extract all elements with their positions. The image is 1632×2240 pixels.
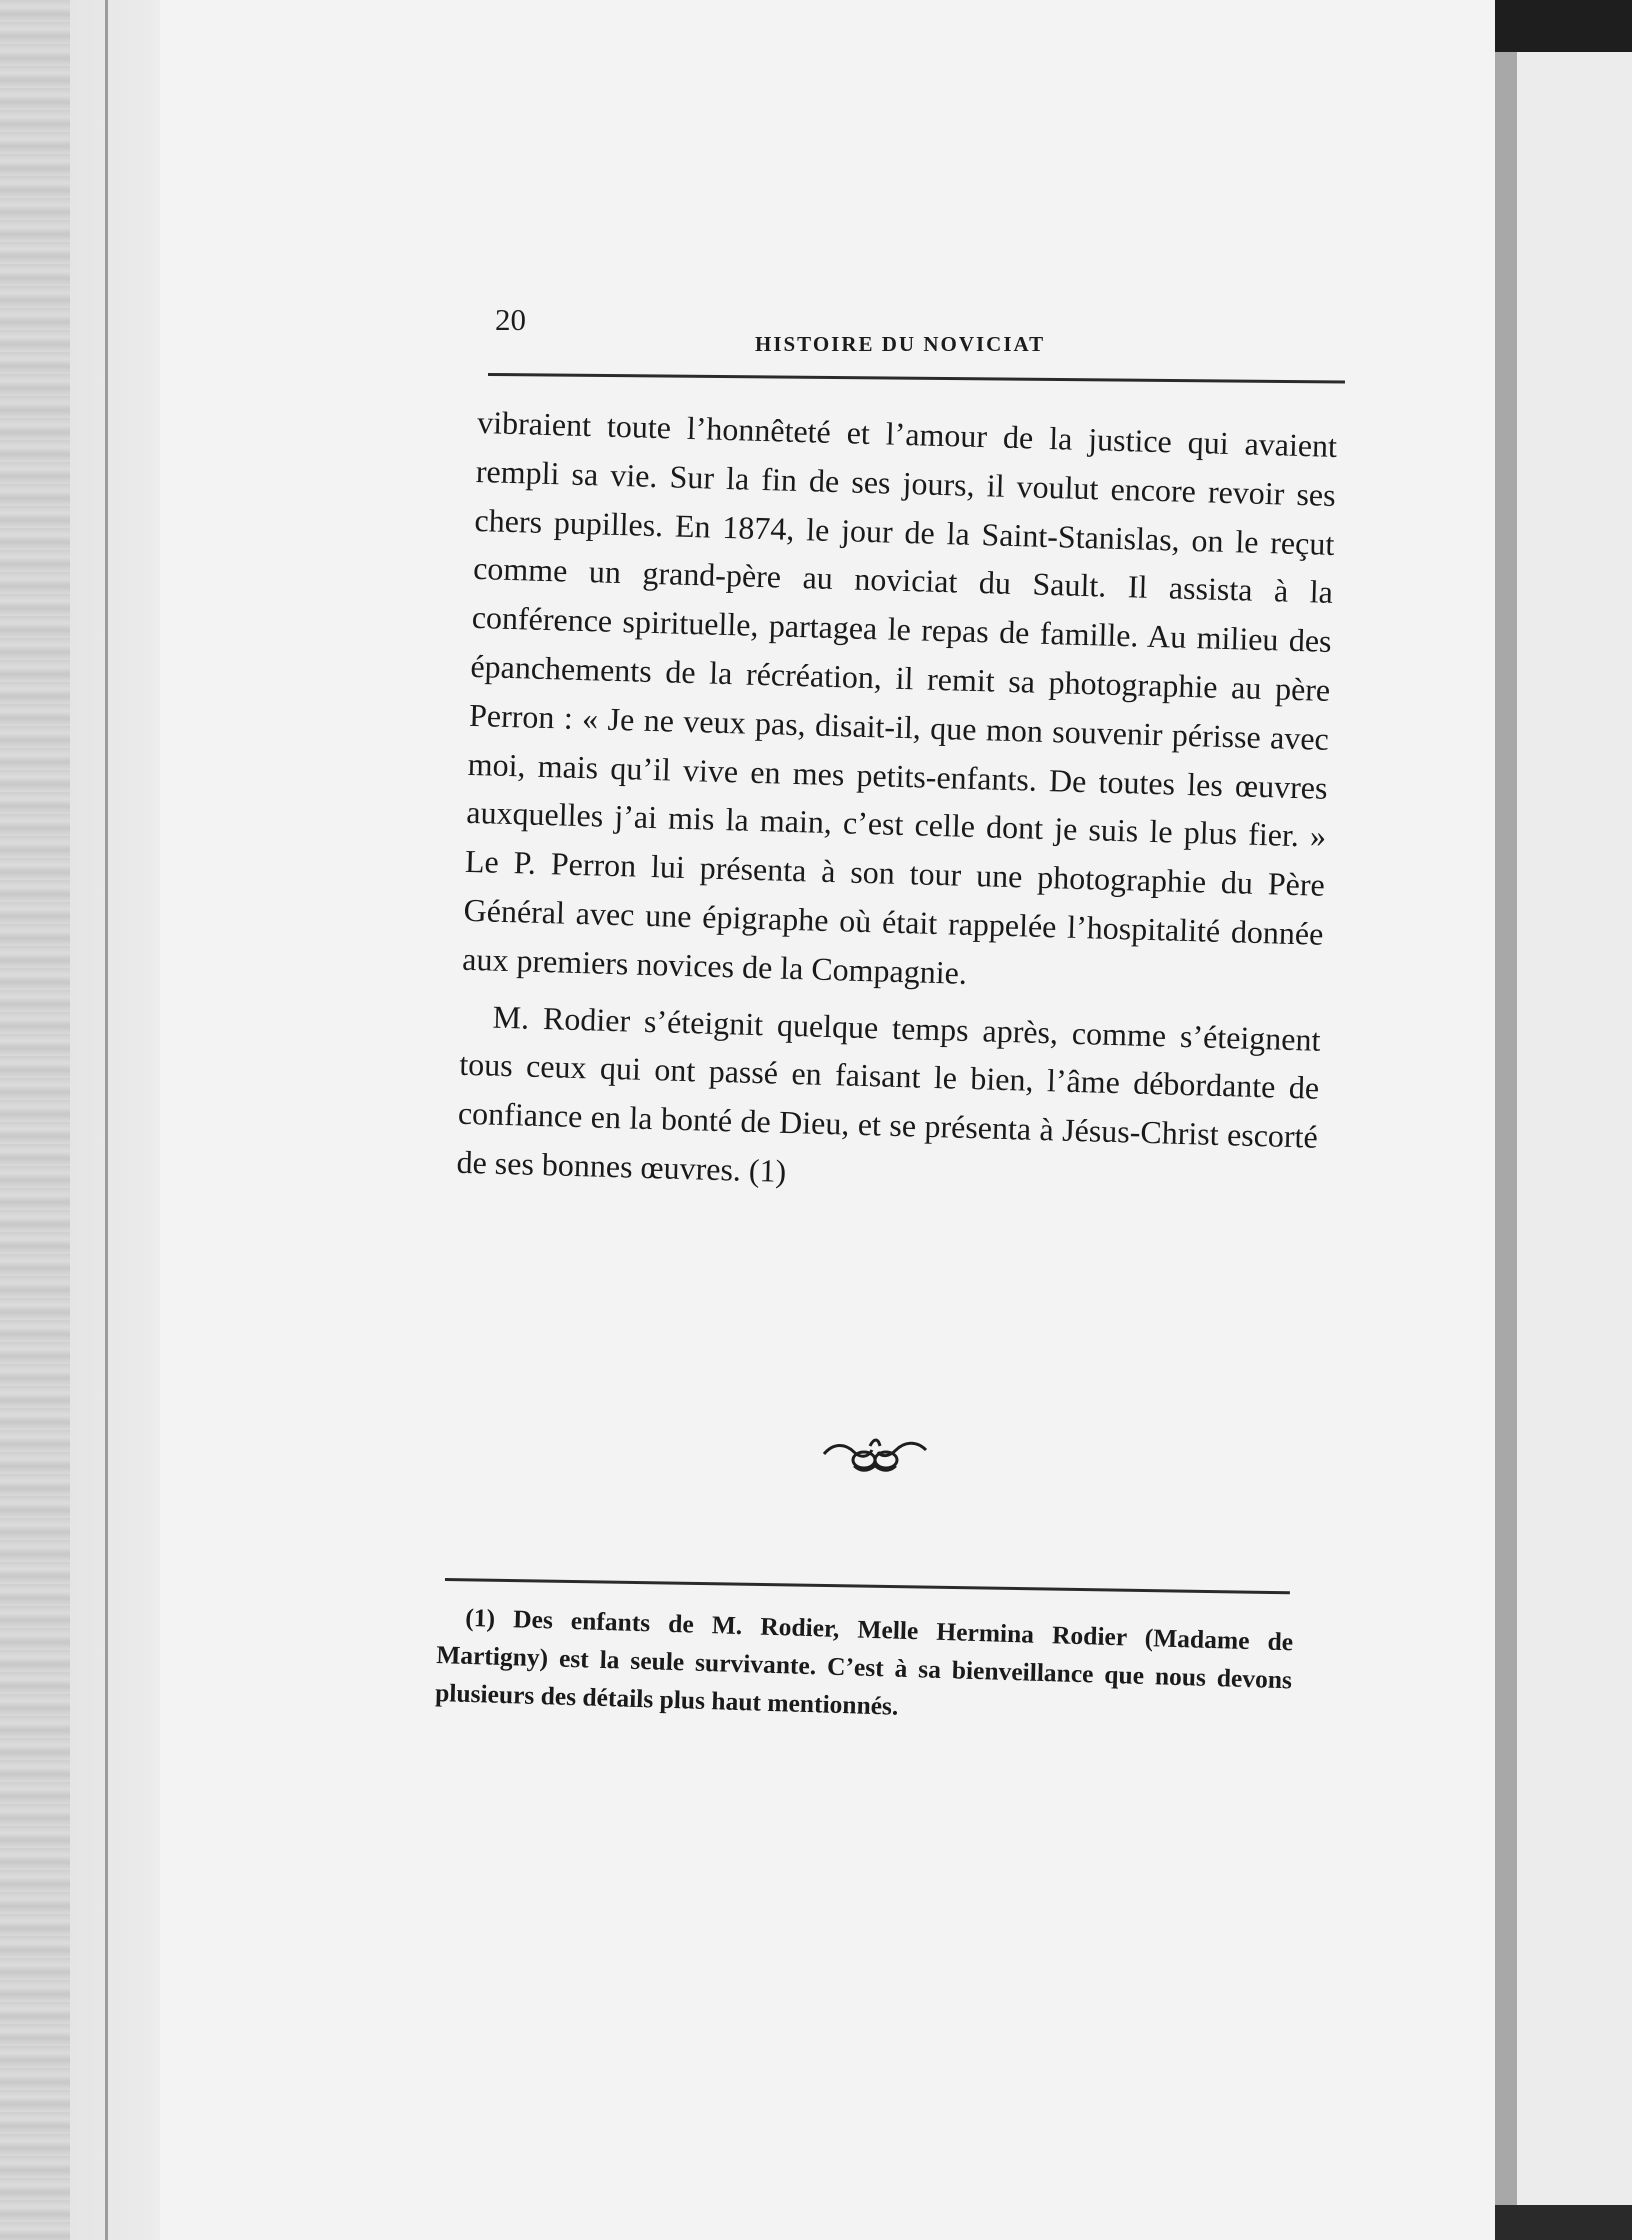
paragraph: vibraient toute l’honnêteté et l’amour de la justice qui avaient rempli sa vie. Sur la fin de ses jours, il voulut encore revoir ses chers pupilles. En 1874, le jour de la Saint-Stanislas, on le reçut comme un grand-père au noviciat du Sault. Il assista à la conférence spirituelle, partagea le repas de famille. Au milieu des épanchements de la récréation, il remit sa photographie au père Perron : « Je ne veux pas, disait-il, que mon souvenir périsse avec moi, mais qu’il vive en mes petits-enfants. De toutes les œuvres auxquelles j’ai mis la main, c’est celle dont je suis le plus fier. » Le P. Perron lui présenta à son tour une photographie du Père Général avec une épigraphe où était rappelée l’hospitalité donnée aux premiers novices de la Compagnie.: [461, 403, 1338, 991]
body-text: [456, 398, 1338, 1210]
running-title: HISTOIRE DU NOVICIAT: [755, 332, 1046, 356]
footnote-text: (1) Des enfants de M. Rodier, Melle Hermina Rodier (Madame de Martigny) est la seule survivante. C’est à sa bienveillance que nous devons plusieurs des détails plus haut mentionnés.: [434, 1602, 1294, 1721]
running-head: [495, 302, 1345, 362]
page-number: 20: [495, 302, 526, 337]
facing-page-edge: [1517, 50, 1632, 2240]
scan-border-bottom: [1495, 2205, 1632, 2240]
paragraph: M. Rodier s’éteignit quelque temps après, comme s’éteignent tous ceux qui ont passé en faisant le bien, l’âme débordante de confiance en la bonté de Dieu, et se présenta à Jésus-Christ escorté de ses bonnes œuvres. (1): [456, 998, 1321, 1189]
fleuron-ornament-icon: [820, 1430, 930, 1474]
binding-line: [105, 0, 108, 2240]
scan-border-top: [1495, 0, 1632, 52]
page-gutter: [1495, 30, 1517, 2210]
page-stack-edge: [0, 0, 70, 2240]
